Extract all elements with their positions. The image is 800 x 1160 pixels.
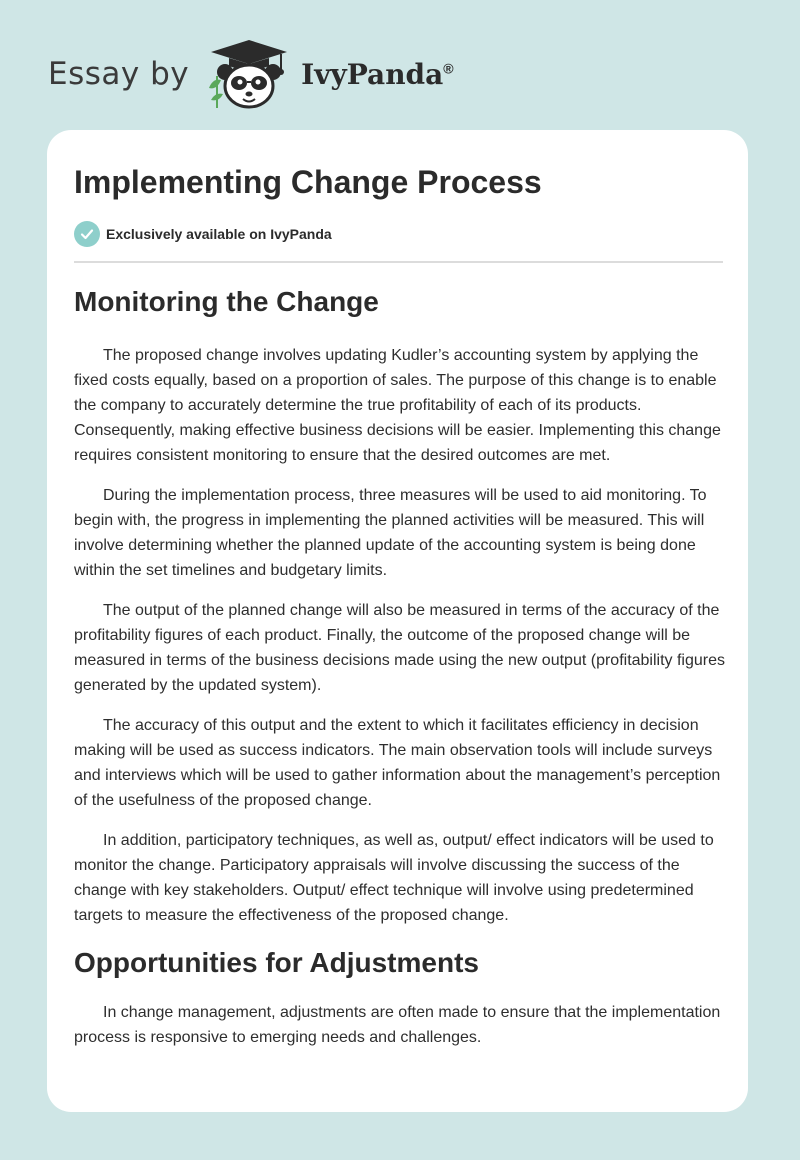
paragraph: The output of the planned change will also be measured in terms of the accuracy of the profitability figures of each product. Finally, the outcome of the proposed change will be measured in terms of the business decisions made using the new output (profitability figures generated by the updated system).	[74, 602, 726, 694]
paragraph: During the implementation process, three measures will be used to aid monitoring. To begin with, the progress in implementing the planned activities will be measured. This will involve determining whether the planned update of the accounting system is being done within the set timelines and budgetary limits.	[74, 487, 707, 579]
section-heading: Opportunities for Adjustments	[74, 947, 479, 978]
paragraph: In addition, participatory techniques, as well as, output/ effect indicators will be used to monitor the change. Participatory appraisals will involve discussing the success of the change with key stakeholders. Output/ effect technique will involve using predetermined targets to measure the effectiveness of the proposed change.	[74, 832, 714, 924]
brand-name-text: IvyPanda	[301, 57, 444, 91]
essay-by-label: Essay by	[48, 56, 190, 92]
site-header	[48, 36, 454, 112]
divider	[74, 261, 723, 263]
exclusive-label: Exclusively available on IvyPanda	[106, 226, 332, 242]
paragraph: In change management, adjustments are often made to ensure that the implementation process is responsive to emerging needs and challenges.	[74, 1004, 721, 1046]
page-title: Implementing Change Process	[74, 164, 542, 200]
registered-mark: ®	[443, 60, 454, 77]
paragraph: The proposed change involves updating Kudler’s accounting system by applying the fixed costs equally, based on a proportion of sales. The purpose of this change is to enable the company to accurately determine the true profitability of each of its products. Consequently, making effective business decisions will be easier. Implementing this change requires consistent monitoring to ensure that the desired outcomes are met.	[74, 347, 721, 464]
exclusive-badge	[74, 221, 332, 247]
essay-content	[74, 282, 726, 1065]
paragraph: The accuracy of this output and the extent to which it facilitates efficiency in decision making will be used as success indicators. The main observation tools will include surveys and interviews which will be used to gather information about the management’s perception of the usefulness of the proposed change.	[74, 717, 721, 809]
check-circle-icon	[74, 221, 100, 247]
brand-name[interactable]	[301, 58, 454, 91]
section-heading: Monitoring the Change	[74, 286, 379, 317]
panda-logo-icon[interactable]	[203, 36, 295, 112]
